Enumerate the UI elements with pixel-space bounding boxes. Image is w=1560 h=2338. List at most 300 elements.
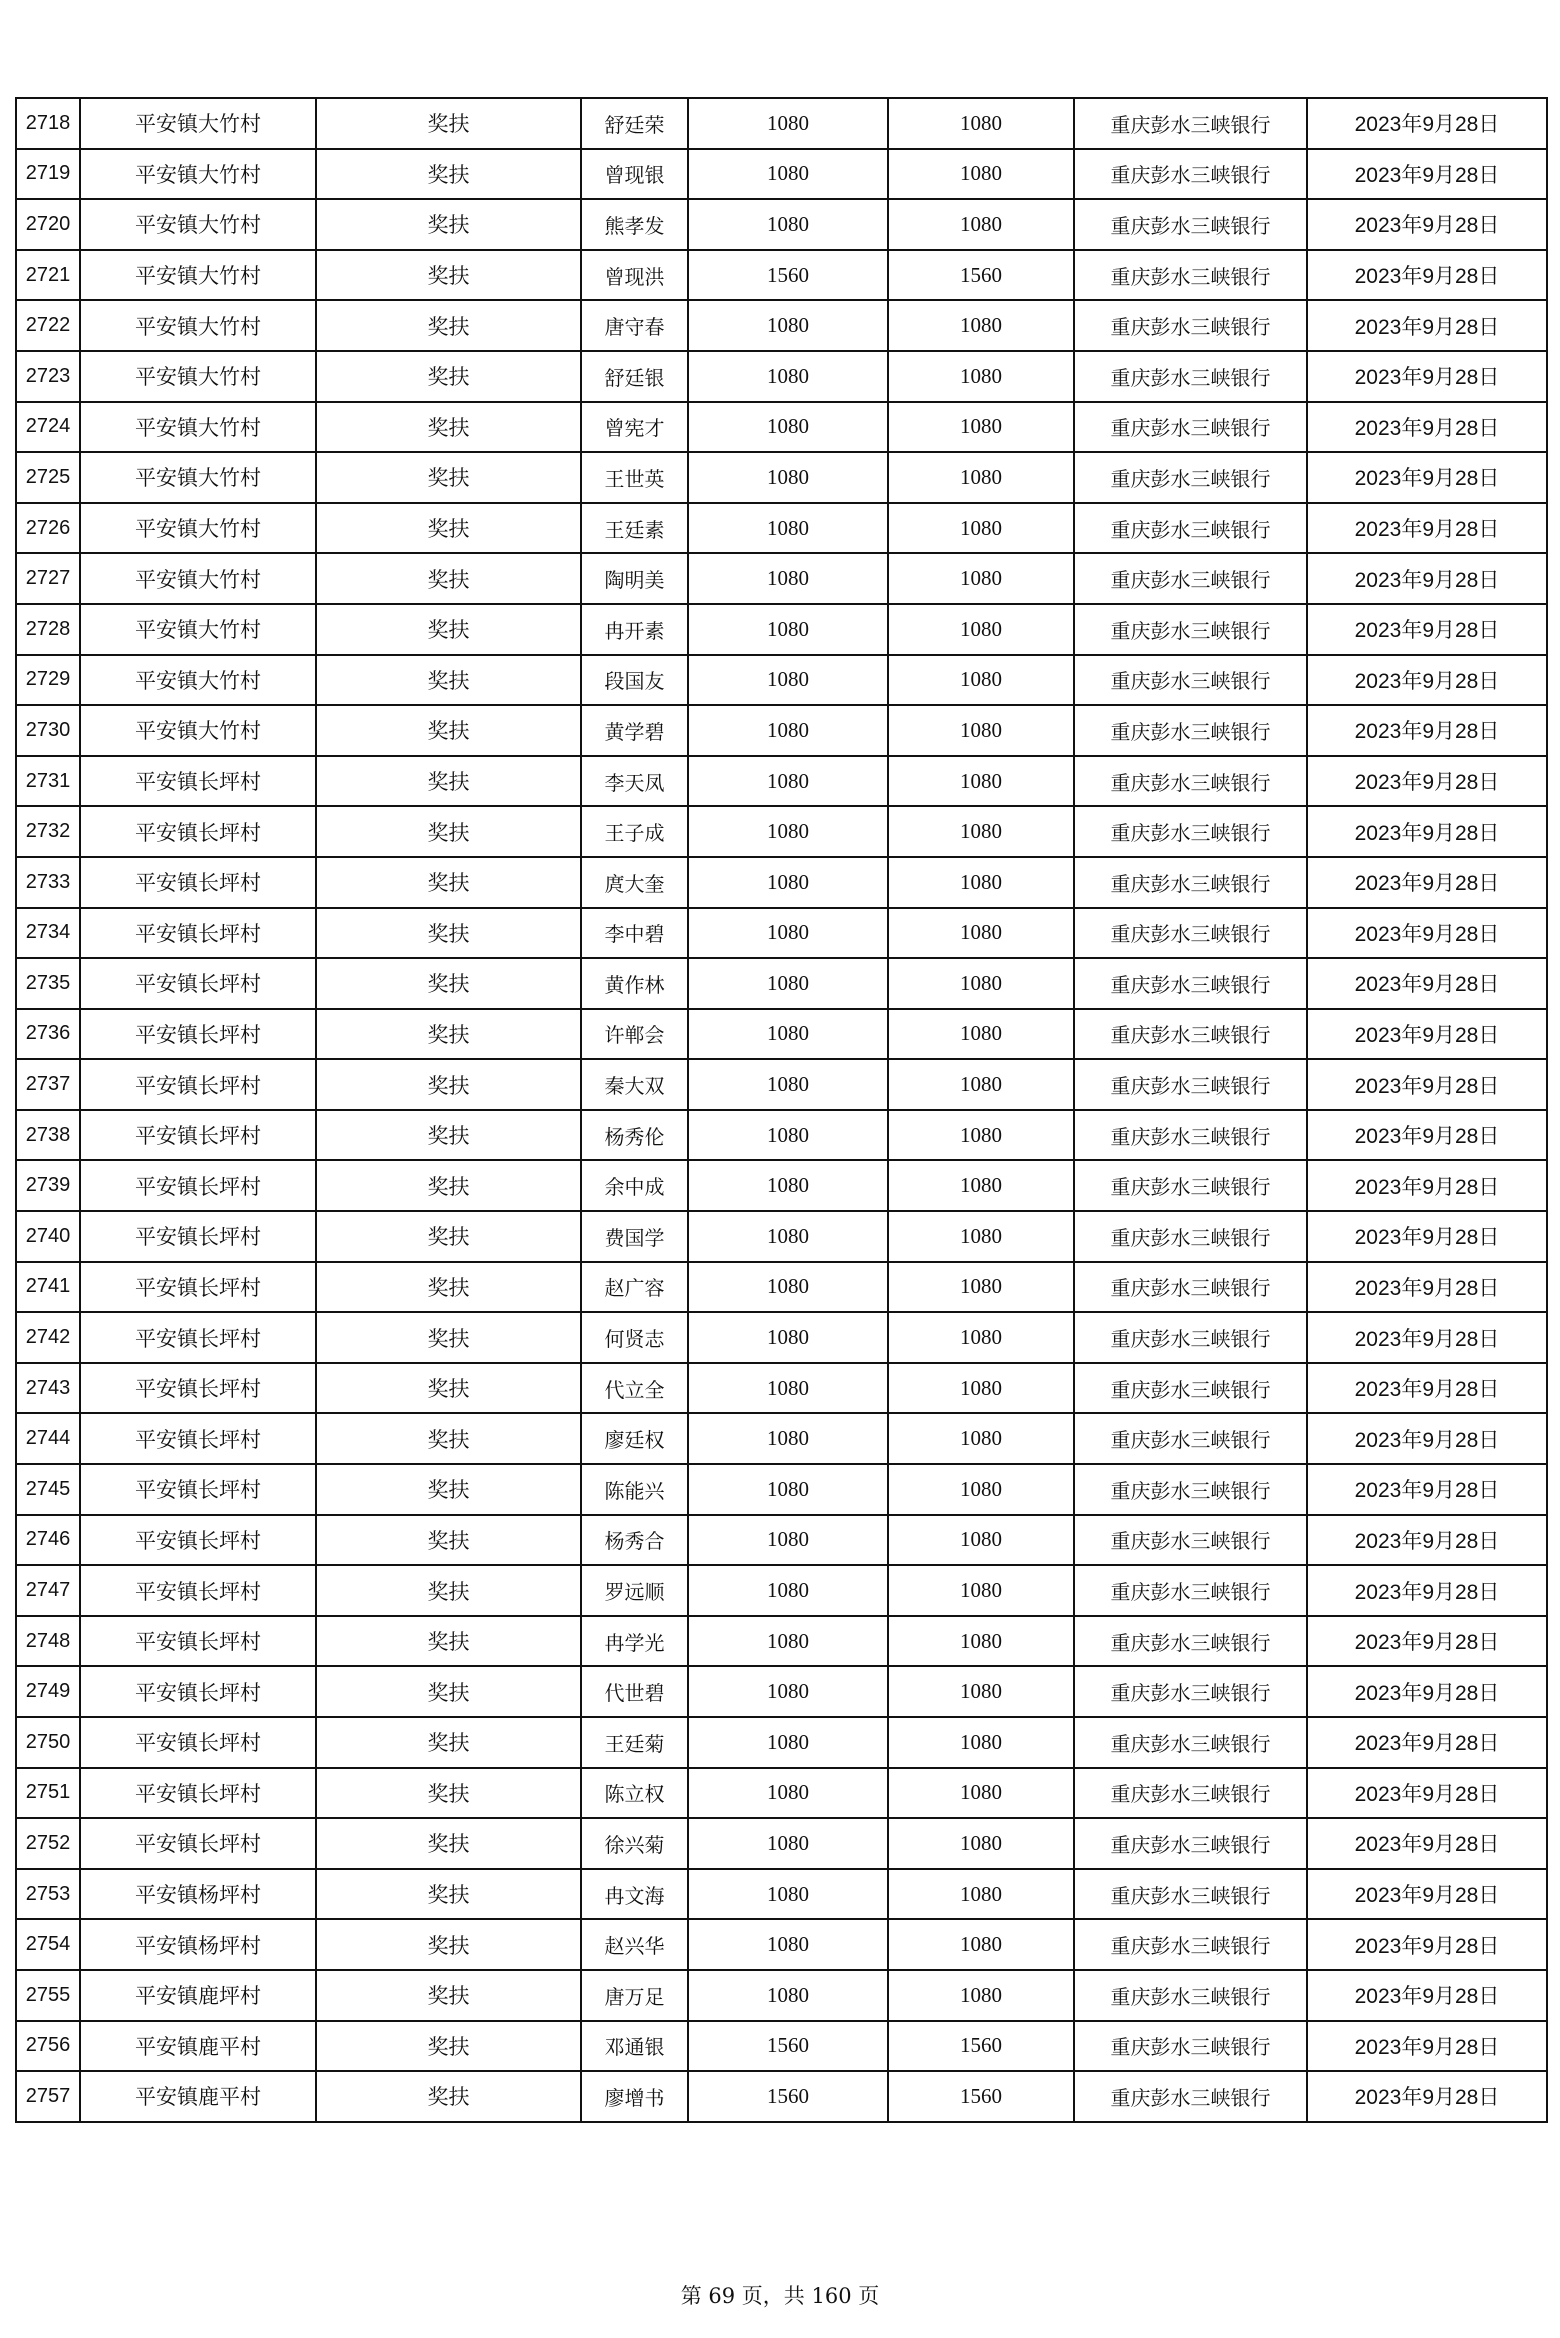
record-number-cell: 2747	[16, 1565, 80, 1616]
payment-date-cell: 2023年9月28日	[1307, 452, 1547, 503]
payment-date-cell: 2023年9月28日	[1307, 908, 1547, 959]
table-row	[16, 604, 1547, 655]
payment-date-cell: 2023年9月28日	[1307, 1919, 1547, 1970]
subsidy-type-cell: 奖扶	[316, 1363, 581, 1414]
table-row	[16, 1869, 1547, 1920]
record-number-cell: 2752	[16, 1818, 80, 1869]
person-name-cell: 何贤志	[581, 1312, 688, 1363]
payment-date-cell: 2023年9月28日	[1307, 1262, 1547, 1313]
paid-amount-cell: 1080	[888, 604, 1074, 655]
amount-cell: 1080	[688, 98, 888, 149]
village-cell: 平安镇鹿坪村	[80, 1970, 316, 2021]
payment-date-cell: 2023年9月28日	[1307, 958, 1547, 1009]
amount-cell: 1080	[688, 1818, 888, 1869]
paid-amount-cell: 1080	[888, 1110, 1074, 1161]
person-name-cell: 舒廷银	[581, 351, 688, 402]
bank-cell: 重庆彭水三峡银行	[1074, 1464, 1307, 1515]
bank-cell: 重庆彭水三峡银行	[1074, 1363, 1307, 1414]
subsidy-type-cell: 奖扶	[316, 300, 581, 351]
bank-cell: 重庆彭水三峡银行	[1074, 1312, 1307, 1363]
amount-cell: 1080	[688, 604, 888, 655]
paid-amount-cell: 1080	[888, 1160, 1074, 1211]
subsidy-type-cell: 奖扶	[316, 1666, 581, 1717]
table-row	[16, 756, 1547, 807]
subsidy-type-cell: 奖扶	[316, 1818, 581, 1869]
person-name-cell: 王廷菊	[581, 1717, 688, 1768]
payment-date-cell: 2023年9月28日	[1307, 655, 1547, 706]
bank-cell: 重庆彭水三峡银行	[1074, 452, 1307, 503]
subsidy-type-cell: 奖扶	[316, 1616, 581, 1667]
paid-amount-cell: 1080	[888, 1666, 1074, 1717]
payment-date-cell: 2023年9月28日	[1307, 1565, 1547, 1616]
subsidy-type-cell: 奖扶	[316, 2071, 581, 2122]
record-number-cell: 2755	[16, 1970, 80, 2021]
person-name-cell: 廖增书	[581, 2071, 688, 2122]
amount-cell: 1080	[688, 351, 888, 402]
amount-cell: 1080	[688, 1464, 888, 1515]
paid-amount-cell: 1080	[888, 1970, 1074, 2021]
paid-amount-cell: 1080	[888, 1717, 1074, 1768]
page-footer: 第 69 页，共 160 页	[680, 2284, 880, 2308]
payment-date-cell: 2023年9月28日	[1307, 2021, 1547, 2072]
person-name-cell: 熊孝发	[581, 199, 688, 250]
record-number-cell: 2743	[16, 1363, 80, 1414]
village-cell: 平安镇长坪村	[80, 857, 316, 908]
amount-cell: 1080	[688, 1869, 888, 1920]
subsidy-type-cell: 奖扶	[316, 1919, 581, 1970]
payment-date-cell: 2023年9月28日	[1307, 1818, 1547, 1869]
amount-cell: 1080	[688, 756, 888, 807]
record-number-cell: 2734	[16, 908, 80, 959]
subsidy-type-cell: 奖扶	[316, 1464, 581, 1515]
person-name-cell: 冉开素	[581, 604, 688, 655]
record-number-cell: 2753	[16, 1869, 80, 1920]
person-name-cell: 段国友	[581, 655, 688, 706]
payment-date-cell: 2023年9月28日	[1307, 503, 1547, 554]
village-cell: 平安镇大竹村	[80, 604, 316, 655]
amount-cell: 1080	[688, 1009, 888, 1060]
subsidy-type-cell: 奖扶	[316, 908, 581, 959]
subsidy-type-cell: 奖扶	[316, 1211, 581, 1262]
paid-amount-cell: 1080	[888, 402, 1074, 453]
bank-cell: 重庆彭水三峡银行	[1074, 908, 1307, 959]
village-cell: 平安镇大竹村	[80, 300, 316, 351]
village-cell: 平安镇长坪村	[80, 1717, 316, 1768]
amount-cell: 1080	[688, 1919, 888, 1970]
payment-date-cell: 2023年9月28日	[1307, 1413, 1547, 1464]
bank-cell: 重庆彭水三峡银行	[1074, 1666, 1307, 1717]
record-number-cell: 2742	[16, 1312, 80, 1363]
table-body	[16, 98, 1547, 2122]
person-name-cell: 廖廷权	[581, 1413, 688, 1464]
record-number-cell: 2750	[16, 1717, 80, 1768]
table-row	[16, 2021, 1547, 2072]
village-cell: 平安镇杨坪村	[80, 1919, 316, 1970]
bank-cell: 重庆彭水三峡银行	[1074, 1616, 1307, 1667]
person-name-cell: 陈能兴	[581, 1464, 688, 1515]
paid-amount-cell: 1080	[888, 655, 1074, 706]
person-name-cell: 舒廷荣	[581, 98, 688, 149]
person-name-cell: 秦大双	[581, 1059, 688, 1110]
paid-amount-cell: 1080	[888, 705, 1074, 756]
record-number-cell: 2741	[16, 1262, 80, 1313]
bank-cell: 重庆彭水三峡银行	[1074, 199, 1307, 250]
subsidy-type-cell: 奖扶	[316, 655, 581, 706]
payment-date-cell: 2023年9月28日	[1307, 1110, 1547, 1161]
payment-date-cell: 2023年9月28日	[1307, 756, 1547, 807]
amount-cell: 1080	[688, 958, 888, 1009]
payment-date-cell: 2023年9月28日	[1307, 98, 1547, 149]
village-cell: 平安镇大竹村	[80, 503, 316, 554]
bank-cell: 重庆彭水三峡银行	[1074, 806, 1307, 857]
table-row	[16, 149, 1547, 200]
village-cell: 平安镇长坪村	[80, 1110, 316, 1161]
subsidy-type-cell: 奖扶	[316, 1970, 581, 2021]
bank-cell: 重庆彭水三峡银行	[1074, 1110, 1307, 1161]
person-name-cell: 罗远顺	[581, 1565, 688, 1616]
payment-date-cell: 2023年9月28日	[1307, 857, 1547, 908]
bank-cell: 重庆彭水三峡银行	[1074, 250, 1307, 301]
bank-cell: 重庆彭水三峡银行	[1074, 149, 1307, 200]
bank-cell: 重庆彭水三峡银行	[1074, 1413, 1307, 1464]
village-cell: 平安镇长坪村	[80, 1565, 316, 1616]
village-cell: 平安镇长坪村	[80, 1768, 316, 1819]
village-cell: 平安镇长坪村	[80, 806, 316, 857]
paid-amount-cell: 1080	[888, 98, 1074, 149]
bank-cell: 重庆彭水三峡银行	[1074, 756, 1307, 807]
bank-cell: 重庆彭水三峡银行	[1074, 857, 1307, 908]
record-number-cell: 2746	[16, 1515, 80, 1566]
table-row	[16, 351, 1547, 402]
person-name-cell: 冉文海	[581, 1869, 688, 1920]
amount-cell: 1080	[688, 1666, 888, 1717]
record-number-cell: 2720	[16, 199, 80, 250]
table-row	[16, 1110, 1547, 1161]
record-number-cell: 2727	[16, 553, 80, 604]
paid-amount-cell: 1080	[888, 1262, 1074, 1313]
paid-amount-cell: 1080	[888, 1919, 1074, 1970]
village-cell: 平安镇杨坪村	[80, 1869, 316, 1920]
record-number-cell: 2729	[16, 655, 80, 706]
record-number-cell: 2718	[16, 98, 80, 149]
paid-amount-cell: 1080	[888, 199, 1074, 250]
bank-cell: 重庆彭水三峡银行	[1074, 1970, 1307, 2021]
table-row	[16, 452, 1547, 503]
village-cell: 平安镇大竹村	[80, 199, 316, 250]
subsidy-type-cell: 奖扶	[316, 1160, 581, 1211]
payment-date-cell: 2023年9月28日	[1307, 806, 1547, 857]
village-cell: 平安镇长坪村	[80, 1160, 316, 1211]
paid-amount-cell: 1080	[888, 908, 1074, 959]
payment-date-cell: 2023年9月28日	[1307, 1616, 1547, 1667]
table-row	[16, 300, 1547, 351]
record-number-cell: 2724	[16, 402, 80, 453]
paid-amount-cell: 1080	[888, 1363, 1074, 1414]
record-number-cell: 2735	[16, 958, 80, 1009]
person-name-cell: 黄学碧	[581, 705, 688, 756]
subsidy-type-cell: 奖扶	[316, 402, 581, 453]
table-row	[16, 1059, 1547, 1110]
person-name-cell: 曾宪才	[581, 402, 688, 453]
amount-cell: 1080	[688, 705, 888, 756]
payment-date-cell: 2023年9月28日	[1307, 1666, 1547, 1717]
payment-date-cell: 2023年9月28日	[1307, 2071, 1547, 2122]
village-cell: 平安镇长坪村	[80, 1515, 316, 1566]
table-row	[16, 402, 1547, 453]
subsidy-type-cell: 奖扶	[316, 149, 581, 200]
amount-cell: 1080	[688, 1565, 888, 1616]
record-number-cell: 2745	[16, 1464, 80, 1515]
bank-cell: 重庆彭水三峡银行	[1074, 351, 1307, 402]
village-cell: 平安镇长坪村	[80, 1009, 316, 1060]
amount-cell: 1080	[688, 1211, 888, 1262]
table-row	[16, 1312, 1547, 1363]
amount-cell: 1080	[688, 908, 888, 959]
person-name-cell: 杨秀伦	[581, 1110, 688, 1161]
village-cell: 平安镇大竹村	[80, 250, 316, 301]
amount-cell: 1080	[688, 1312, 888, 1363]
village-cell: 平安镇长坪村	[80, 1312, 316, 1363]
bank-cell: 重庆彭水三峡银行	[1074, 2021, 1307, 2072]
village-cell: 平安镇长坪村	[80, 1211, 316, 1262]
amount-cell: 1080	[688, 1515, 888, 1566]
payment-date-cell: 2023年9月28日	[1307, 402, 1547, 453]
bank-cell: 重庆彭水三峡银行	[1074, 402, 1307, 453]
village-cell: 平安镇鹿平村	[80, 2021, 316, 2072]
person-name-cell: 邓通银	[581, 2021, 688, 2072]
bank-cell: 重庆彭水三峡银行	[1074, 1919, 1307, 1970]
amount-cell: 1560	[688, 2021, 888, 2072]
record-number-cell: 2738	[16, 1110, 80, 1161]
amount-cell: 1080	[688, 1262, 888, 1313]
paid-amount-cell: 1080	[888, 1515, 1074, 1566]
payment-date-cell: 2023年9月28日	[1307, 553, 1547, 604]
payment-date-cell: 2023年9月28日	[1307, 1059, 1547, 1110]
amount-cell: 1080	[688, 149, 888, 200]
payment-date-cell: 2023年9月28日	[1307, 1515, 1547, 1566]
person-name-cell: 李天凤	[581, 756, 688, 807]
table-row	[16, 1515, 1547, 1566]
bank-cell: 重庆彭水三峡银行	[1074, 1059, 1307, 1110]
bank-cell: 重庆彭水三峡银行	[1074, 655, 1307, 706]
bank-cell: 重庆彭水三峡银行	[1074, 503, 1307, 554]
payment-date-cell: 2023年9月28日	[1307, 705, 1547, 756]
paid-amount-cell: 1080	[888, 351, 1074, 402]
record-number-cell: 2726	[16, 503, 80, 554]
person-name-cell: 陈立权	[581, 1768, 688, 1819]
payment-date-cell: 2023年9月28日	[1307, 604, 1547, 655]
amount-cell: 1080	[688, 655, 888, 706]
amount-cell: 1080	[688, 806, 888, 857]
amount-cell: 1080	[688, 1768, 888, 1819]
subsidy-type-cell: 奖扶	[316, 250, 581, 301]
paid-amount-cell: 1080	[888, 1818, 1074, 1869]
paid-amount-cell: 1080	[888, 1009, 1074, 1060]
payment-date-cell: 2023年9月28日	[1307, 149, 1547, 200]
person-name-cell: 余中成	[581, 1160, 688, 1211]
village-cell: 平安镇大竹村	[80, 553, 316, 604]
subsidy-type-cell: 奖扶	[316, 98, 581, 149]
paid-amount-cell: 1080	[888, 1464, 1074, 1515]
table-row	[16, 1464, 1547, 1515]
payment-date-cell: 2023年9月28日	[1307, 1717, 1547, 1768]
table-row	[16, 1413, 1547, 1464]
amount-cell: 1080	[688, 1059, 888, 1110]
village-cell: 平安镇大竹村	[80, 351, 316, 402]
amount-cell: 1080	[688, 857, 888, 908]
subsidy-type-cell: 奖扶	[316, 452, 581, 503]
record-number-cell: 2744	[16, 1413, 80, 1464]
record-number-cell: 2723	[16, 351, 80, 402]
bank-cell: 重庆彭水三峡银行	[1074, 1717, 1307, 1768]
amount-cell: 1080	[688, 1413, 888, 1464]
paid-amount-cell: 1080	[888, 503, 1074, 554]
bank-cell: 重庆彭水三峡银行	[1074, 1262, 1307, 1313]
table-row	[16, 1919, 1547, 1970]
bank-cell: 重庆彭水三峡银行	[1074, 300, 1307, 351]
table-row	[16, 1616, 1547, 1667]
village-cell: 平安镇长坪村	[80, 908, 316, 959]
bank-cell: 重庆彭水三峡银行	[1074, 1869, 1307, 1920]
amount-cell: 1080	[688, 1160, 888, 1211]
amount-cell: 1080	[688, 300, 888, 351]
table-row	[16, 2071, 1547, 2122]
paid-amount-cell: 1080	[888, 149, 1074, 200]
payment-date-cell: 2023年9月28日	[1307, 1009, 1547, 1060]
payment-date-cell: 2023年9月28日	[1307, 1312, 1547, 1363]
paid-amount-cell: 1080	[888, 1211, 1074, 1262]
payment-date-cell: 2023年9月28日	[1307, 351, 1547, 402]
paid-amount-cell: 1080	[888, 553, 1074, 604]
subsidy-type-cell: 奖扶	[316, 351, 581, 402]
paid-amount-cell: 1080	[888, 857, 1074, 908]
village-cell: 平安镇大竹村	[80, 452, 316, 503]
amount-cell: 1560	[688, 2071, 888, 2122]
table-row	[16, 1970, 1547, 2021]
village-cell: 平安镇长坪村	[80, 1262, 316, 1313]
paid-amount-cell: 1080	[888, 1312, 1074, 1363]
person-name-cell: 唐万足	[581, 1970, 688, 2021]
payment-date-cell: 2023年9月28日	[1307, 1768, 1547, 1819]
person-name-cell: 赵兴华	[581, 1919, 688, 1970]
bank-cell: 重庆彭水三峡银行	[1074, 1515, 1307, 1566]
person-name-cell: 王廷素	[581, 503, 688, 554]
paid-amount-cell: 1080	[888, 958, 1074, 1009]
person-name-cell: 赵广容	[581, 1262, 688, 1313]
paid-amount-cell: 1080	[888, 1565, 1074, 1616]
village-cell: 平安镇长坪村	[80, 958, 316, 1009]
table-row	[16, 857, 1547, 908]
subsidy-type-cell: 奖扶	[316, 553, 581, 604]
person-name-cell: 陶明美	[581, 553, 688, 604]
amount-cell: 1080	[688, 1363, 888, 1414]
subsidy-type-cell: 奖扶	[316, 1413, 581, 1464]
table-row	[16, 806, 1547, 857]
subsidy-type-cell: 奖扶	[316, 1312, 581, 1363]
person-name-cell: 黄作林	[581, 958, 688, 1009]
table-row	[16, 655, 1547, 706]
paid-amount-cell: 1080	[888, 300, 1074, 351]
village-cell: 平安镇长坪村	[80, 1363, 316, 1414]
subsidy-type-cell: 奖扶	[316, 1565, 581, 1616]
village-cell: 平安镇长坪村	[80, 756, 316, 807]
amount-cell: 1080	[688, 1616, 888, 1667]
table-row	[16, 1818, 1547, 1869]
subsidy-type-cell: 奖扶	[316, 806, 581, 857]
table-row	[16, 1768, 1547, 1819]
table-row	[16, 1160, 1547, 1211]
person-name-cell: 唐守春	[581, 300, 688, 351]
payment-date-cell: 2023年9月28日	[1307, 250, 1547, 301]
subsidy-type-cell: 奖扶	[316, 756, 581, 807]
record-number-cell: 2730	[16, 705, 80, 756]
village-cell: 平安镇大竹村	[80, 98, 316, 149]
subsidy-type-cell: 奖扶	[316, 503, 581, 554]
person-name-cell: 冉学光	[581, 1616, 688, 1667]
person-name-cell: 王世英	[581, 452, 688, 503]
amount-cell: 1080	[688, 199, 888, 250]
bank-cell: 重庆彭水三峡银行	[1074, 705, 1307, 756]
record-number-cell: 2736	[16, 1009, 80, 1060]
paid-amount-cell: 1080	[888, 1869, 1074, 1920]
bank-cell: 重庆彭水三峡银行	[1074, 958, 1307, 1009]
bank-cell: 重庆彭水三峡银行	[1074, 98, 1307, 149]
amount-cell: 1080	[688, 503, 888, 554]
subsidy-type-cell: 奖扶	[316, 199, 581, 250]
record-number-cell: 2732	[16, 806, 80, 857]
amount-cell: 1080	[688, 452, 888, 503]
paid-amount-cell: 1080	[888, 806, 1074, 857]
village-cell: 平安镇长坪村	[80, 1413, 316, 1464]
paid-amount-cell: 1080	[888, 1616, 1074, 1667]
bank-cell: 重庆彭水三峡银行	[1074, 604, 1307, 655]
payment-date-cell: 2023年9月28日	[1307, 300, 1547, 351]
person-name-cell: 庹大奎	[581, 857, 688, 908]
subsidy-type-cell: 奖扶	[316, 1009, 581, 1060]
bank-cell: 重庆彭水三峡银行	[1074, 1211, 1307, 1262]
table-row	[16, 503, 1547, 554]
table-row	[16, 908, 1547, 959]
table-row	[16, 1717, 1547, 1768]
village-cell: 平安镇大竹村	[80, 402, 316, 453]
person-name-cell: 曾现银	[581, 149, 688, 200]
person-name-cell: 代立全	[581, 1363, 688, 1414]
paid-amount-cell: 1560	[888, 2021, 1074, 2072]
bank-cell: 重庆彭水三峡银行	[1074, 2071, 1307, 2122]
subsidy-type-cell: 奖扶	[316, 1059, 581, 1110]
subsidy-type-cell: 奖扶	[316, 1262, 581, 1313]
amount-cell: 1560	[688, 250, 888, 301]
bank-cell: 重庆彭水三峡银行	[1074, 1818, 1307, 1869]
village-cell: 平安镇长坪村	[80, 1464, 316, 1515]
payment-date-cell: 2023年9月28日	[1307, 1869, 1547, 1920]
subsidy-table	[15, 97, 1548, 2123]
bank-cell: 重庆彭水三峡银行	[1074, 1565, 1307, 1616]
record-number-cell: 2751	[16, 1768, 80, 1819]
person-name-cell: 代世碧	[581, 1666, 688, 1717]
table-row	[16, 98, 1547, 149]
amount-cell: 1080	[688, 1717, 888, 1768]
record-number-cell: 2749	[16, 1666, 80, 1717]
person-name-cell: 费国学	[581, 1211, 688, 1262]
subsidy-type-cell: 奖扶	[316, 2021, 581, 2072]
table-row	[16, 199, 1547, 250]
table-row	[16, 705, 1547, 756]
village-cell: 平安镇长坪村	[80, 1818, 316, 1869]
subsidy-type-cell: 奖扶	[316, 958, 581, 1009]
person-name-cell: 王子成	[581, 806, 688, 857]
paid-amount-cell: 1560	[888, 2071, 1074, 2122]
